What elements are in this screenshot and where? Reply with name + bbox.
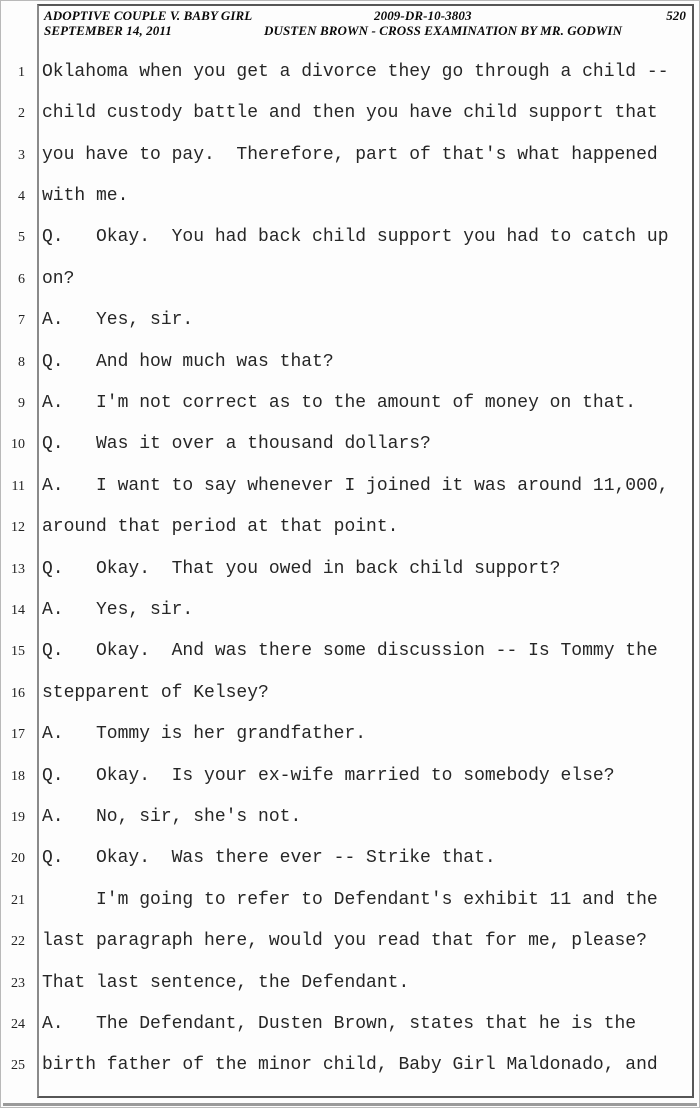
transcript-line <box>1 507 700 548</box>
line-number: 18 <box>11 768 25 784</box>
line-text: last paragraph here, would you read that for me, please? <box>42 931 647 952</box>
line-number: 6 <box>18 271 25 287</box>
line-number: 2 <box>18 106 25 122</box>
transcript-line <box>1 466 700 507</box>
line-text: Q. Was it over a thousand dollars? <box>42 434 431 455</box>
case-name: ADOPTIVE COUPLE V. BABY GIRL <box>44 8 253 23</box>
transcript-line <box>1 922 700 963</box>
transcript-line <box>1 590 700 631</box>
line-number: 7 <box>18 313 25 329</box>
line-text: A. Yes, sir. <box>42 600 194 621</box>
line-text: A. I want to say whenever I joined it was around 11,000, <box>42 475 669 496</box>
line-number: 9 <box>18 395 25 411</box>
line-number: 1 <box>18 64 25 80</box>
line-number: 11 <box>11 478 25 494</box>
transcript-line <box>1 963 700 1004</box>
transcript-line <box>1 300 700 341</box>
line-number: 3 <box>18 147 25 163</box>
line-number: 8 <box>18 354 25 370</box>
transcript-line <box>1 715 700 756</box>
hearing-date: SEPTEMBER 14, 2011 <box>44 23 172 38</box>
line-text: around that period at that point. <box>42 517 399 538</box>
line-number: 14 <box>11 602 25 618</box>
proceeding-title: DUSTEN BROWN - CROSS EXAMINATION BY MR. GODWIN <box>264 23 623 38</box>
line-text: A. The Defendant, Dusten Brown, states that he is the <box>42 1014 637 1035</box>
page-bottom-edge <box>3 1103 697 1106</box>
line-text: Q. Okay. You had back child support you had to catch up <box>42 227 669 248</box>
transcript-line <box>1 176 700 217</box>
transcript-header <box>37 4 694 42</box>
line-number: 15 <box>11 644 25 660</box>
line-number: 20 <box>11 851 25 867</box>
line-number: 25 <box>11 1058 25 1074</box>
line-text: child custody battle and then you have child support that <box>42 103 658 124</box>
page-number: 520 <box>666 8 686 23</box>
case-number: 2009-DR-10-3803 <box>374 8 472 23</box>
line-number: 19 <box>11 810 25 826</box>
line-number: 24 <box>11 1017 25 1033</box>
line-text: Q. And how much was that? <box>42 351 334 372</box>
line-text: A. I'm not correct as to the amount of money on that. <box>42 393 637 414</box>
line-text: A. Yes, sir. <box>42 310 194 331</box>
transcript-line <box>1 632 700 673</box>
transcript-line <box>1 839 700 880</box>
transcript-line <box>1 135 700 176</box>
line-number: 10 <box>11 437 25 453</box>
line-number: 23 <box>11 975 25 991</box>
transcript-line <box>1 342 700 383</box>
line-number: 12 <box>11 520 25 536</box>
transcript-line <box>1 880 700 921</box>
line-number: 13 <box>11 561 25 577</box>
transcript-line <box>1 425 700 466</box>
transcript-line <box>1 1004 700 1045</box>
transcript-line <box>1 549 700 590</box>
line-text: Oklahoma when you get a divorce they go through a child -- <box>42 61 669 82</box>
transcript-line <box>1 259 700 300</box>
transcript-line <box>1 756 700 797</box>
line-text: I'm going to refer to Defendant's exhibit 11 and the <box>42 889 658 910</box>
transcript-line <box>1 673 700 714</box>
line-text: birth father of the minor child, Baby Girl Maldonado, and <box>42 1055 658 1076</box>
line-number: 4 <box>18 188 25 204</box>
line-text: Q. Okay. That you owed in back child support? <box>42 558 561 579</box>
line-number: 5 <box>18 230 25 246</box>
transcript-line <box>1 52 700 93</box>
line-text: Q. Okay. Is your ex-wife married to somebody else? <box>42 765 615 786</box>
line-text: A. No, sir, she's not. <box>42 807 302 828</box>
line-text: That last sentence, the Defendant. <box>42 972 410 993</box>
line-text: with me. <box>42 186 129 207</box>
transcript-line <box>1 1046 700 1087</box>
transcript-line <box>1 218 700 259</box>
transcript-lines <box>1 52 700 1087</box>
line-number: 16 <box>11 685 25 701</box>
line-text: Q. Okay. And was there some discussion -- Is Tommy the <box>42 641 658 662</box>
transcript-line <box>1 383 700 424</box>
line-text: A. Tommy is her grandfather. <box>42 724 367 745</box>
line-number: 17 <box>11 727 25 743</box>
line-text: stepparent of Kelsey? <box>42 682 269 703</box>
transcript-line <box>1 93 700 134</box>
line-number: 22 <box>11 934 25 950</box>
line-number: 21 <box>11 892 25 908</box>
line-text: on? <box>42 268 75 289</box>
line-text: Q. Okay. Was there ever -- Strike that. <box>42 848 496 869</box>
line-text: you have to pay. Therefore, part of that's what happened <box>42 144 658 165</box>
transcript-line <box>1 797 700 838</box>
